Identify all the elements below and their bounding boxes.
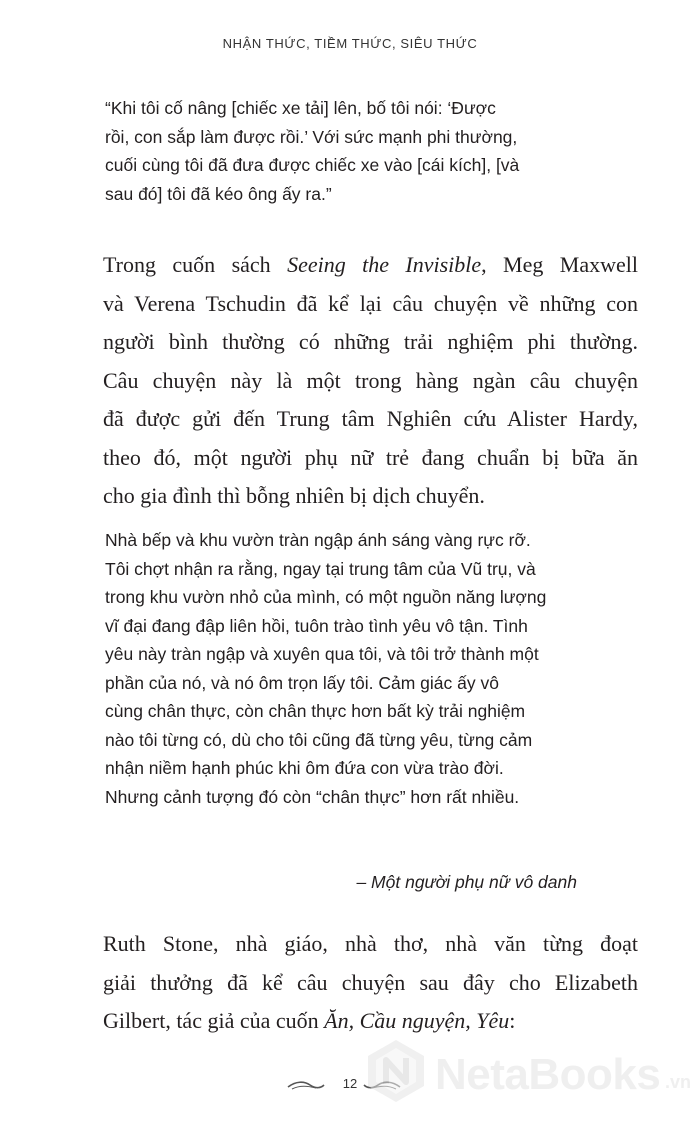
quote-attribution: – Một người phụ nữ vô danh [356, 872, 577, 892]
paragraph-line: Gilbert, tác giả của cuốn Ăn, Cầu nguyện, Yêu: [103, 1008, 516, 1033]
body-paragraph-1 [103, 246, 638, 516]
netabooks-logo-icon [365, 1038, 427, 1104]
paragraph-line: và Verena Tschudin đã kể lại câu chuyện về những con [103, 290, 638, 316]
block-quote-truck: “Khi tôi cố nâng [chiếc xe tải] lên, bố tôi nói: ‘Được rồi, con sắp làm được rồi.’ Với sức mạnh phi thường, cuối cùng tôi đã đưa được chiếc xe vào [cái kích], [và sau đó] tôi đã kéo ông ấy ra.” [105, 98, 520, 204]
book-title-italic: Ăn, Cầu nguyện, Yêu [324, 1008, 510, 1033]
paragraph-line: đã được gửi đến Trung tâm Nghiên cứu Alister Hardy, [103, 406, 638, 431]
paragraph-line: Câu chuyện này là một trong hàng ngàn câu chuyện [103, 367, 638, 393]
paragraph-line: người bình thường có những trải nghiệm phi thường. [103, 329, 638, 354]
paragraph-line: theo đó, một người phụ nữ trẻ đang chuẩn bị bữa ăn [103, 444, 638, 470]
book-title-italic: Seeing the Invisible [287, 252, 482, 277]
running-header: NHẬN THỨC, TIỀM THỨC, SIÊU THỨC [222, 36, 478, 51]
watermark [365, 1032, 695, 1112]
body-paragraph-2 [103, 925, 638, 1041]
watermark-domain-suffix: .vn [665, 1072, 692, 1092]
watermark-brand-text: NetaBooks [435, 1050, 661, 1099]
block-quote-garden: Nhà bếp và khu vườn tràn ngập ánh sáng vàng rực rỡ. Tôi chợt nhận ra rằng, ngay tại trung tâm của Vũ trụ, và trong khu vườn nhỏ của mình, có một nguồn năng lượng vĩ đại đang đập liên hồi, tuôn trào tình yêu vô tận. Tình yêu này tràn ngập và xuyên qua tôi, và tôi trở thành một phần của nó, và nó ôm trọn lấy tôi. Cảm giác ấy vô cùng chân thực, còn chân thực hơn bất kỳ trải nghiệm nào tôi từng có, dù cho tôi cũng đã từng yêu, từng cảm nhận niềm hạnh phúc khi ôm đứa con vừa trào đời. Nhưng cảnh tượng đó còn “chân thực” hơn rất nhiều. [105, 530, 547, 807]
page-number: 12 [342, 1076, 358, 1091]
paragraph-line: Ruth Stone, nhà giáo, nhà thơ, nhà văn từng đoạt [103, 931, 638, 956]
paragraph-line: Trong cuốn sách Seeing the Invisible, Meg Maxwell [103, 252, 638, 277]
paragraph-line: giải thưởng đã kể câu chuyện sau đây cho Elizabeth [103, 969, 638, 995]
paragraph-line: cho gia đình thì bỗng nhiên bị dịch chuyển. [103, 483, 485, 508]
